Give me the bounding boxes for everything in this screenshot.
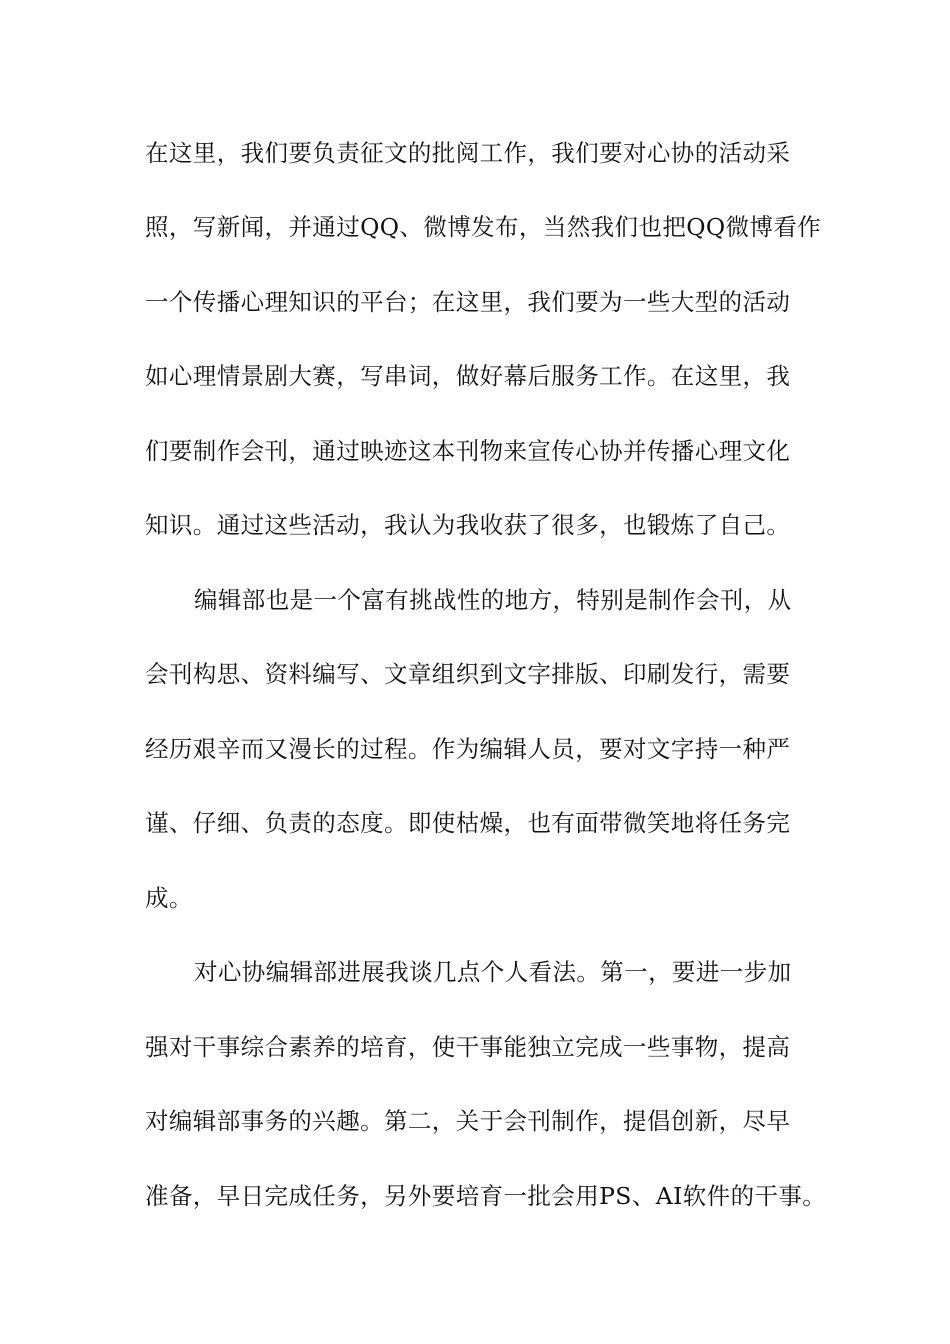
paragraph-first-line: 编辑部也是一个富有挑战性的地方，特别是制作会刊，从 — [194, 586, 792, 614]
paragraph-first-line: 对心协编辑部进展我谈几点个人看法。第一，要进一步加 — [194, 958, 792, 986]
text-line: 照，写新闻，并通过QQ、微博发布，当然我们也把QQ微博看作 — [145, 213, 822, 241]
text-line: 准备，早日完成任务，另外要培育一批会用PS、AI软件的干事。 — [145, 1182, 827, 1210]
text-line: 成。 — [145, 884, 193, 912]
text-line: 知识。通过这些活动，我认为我收获了很多，也锻炼了自己。 — [145, 511, 791, 539]
text-line: 谨、仔细、负责的态度。即使枯燥，也有面带微笑地将任务完 — [145, 809, 791, 837]
text-line: 在这里，我们要负责征文的批阅工作，我们要对心协的活动采 — [145, 139, 791, 167]
text-line: 一个传播心理知识的平台；在这里，我们要为一些大型的活动 — [145, 288, 791, 316]
text-line: 对编辑部事务的兴趣。第二，关于会刊制作，提倡创新，尽早 — [145, 1107, 791, 1135]
text-line: 如心理情景剧大赛，写串词，做好幕后服务工作。在这里，我 — [145, 362, 791, 390]
text-line: 们要制作会刊，通过映迹这本刊物来宣传心协并传播心理文化 — [145, 437, 791, 465]
text-line: 经历艰辛而又漫长的过程。作为编辑人员，要对文字持一种严 — [145, 735, 791, 763]
text-line: 强对干事综合素养的培育，使干事能独立完成一些事物，提高 — [145, 1033, 791, 1061]
text-line: 会刊构思、资料编写、文章组织到文字排版、印刷发行，需要 — [145, 660, 791, 688]
